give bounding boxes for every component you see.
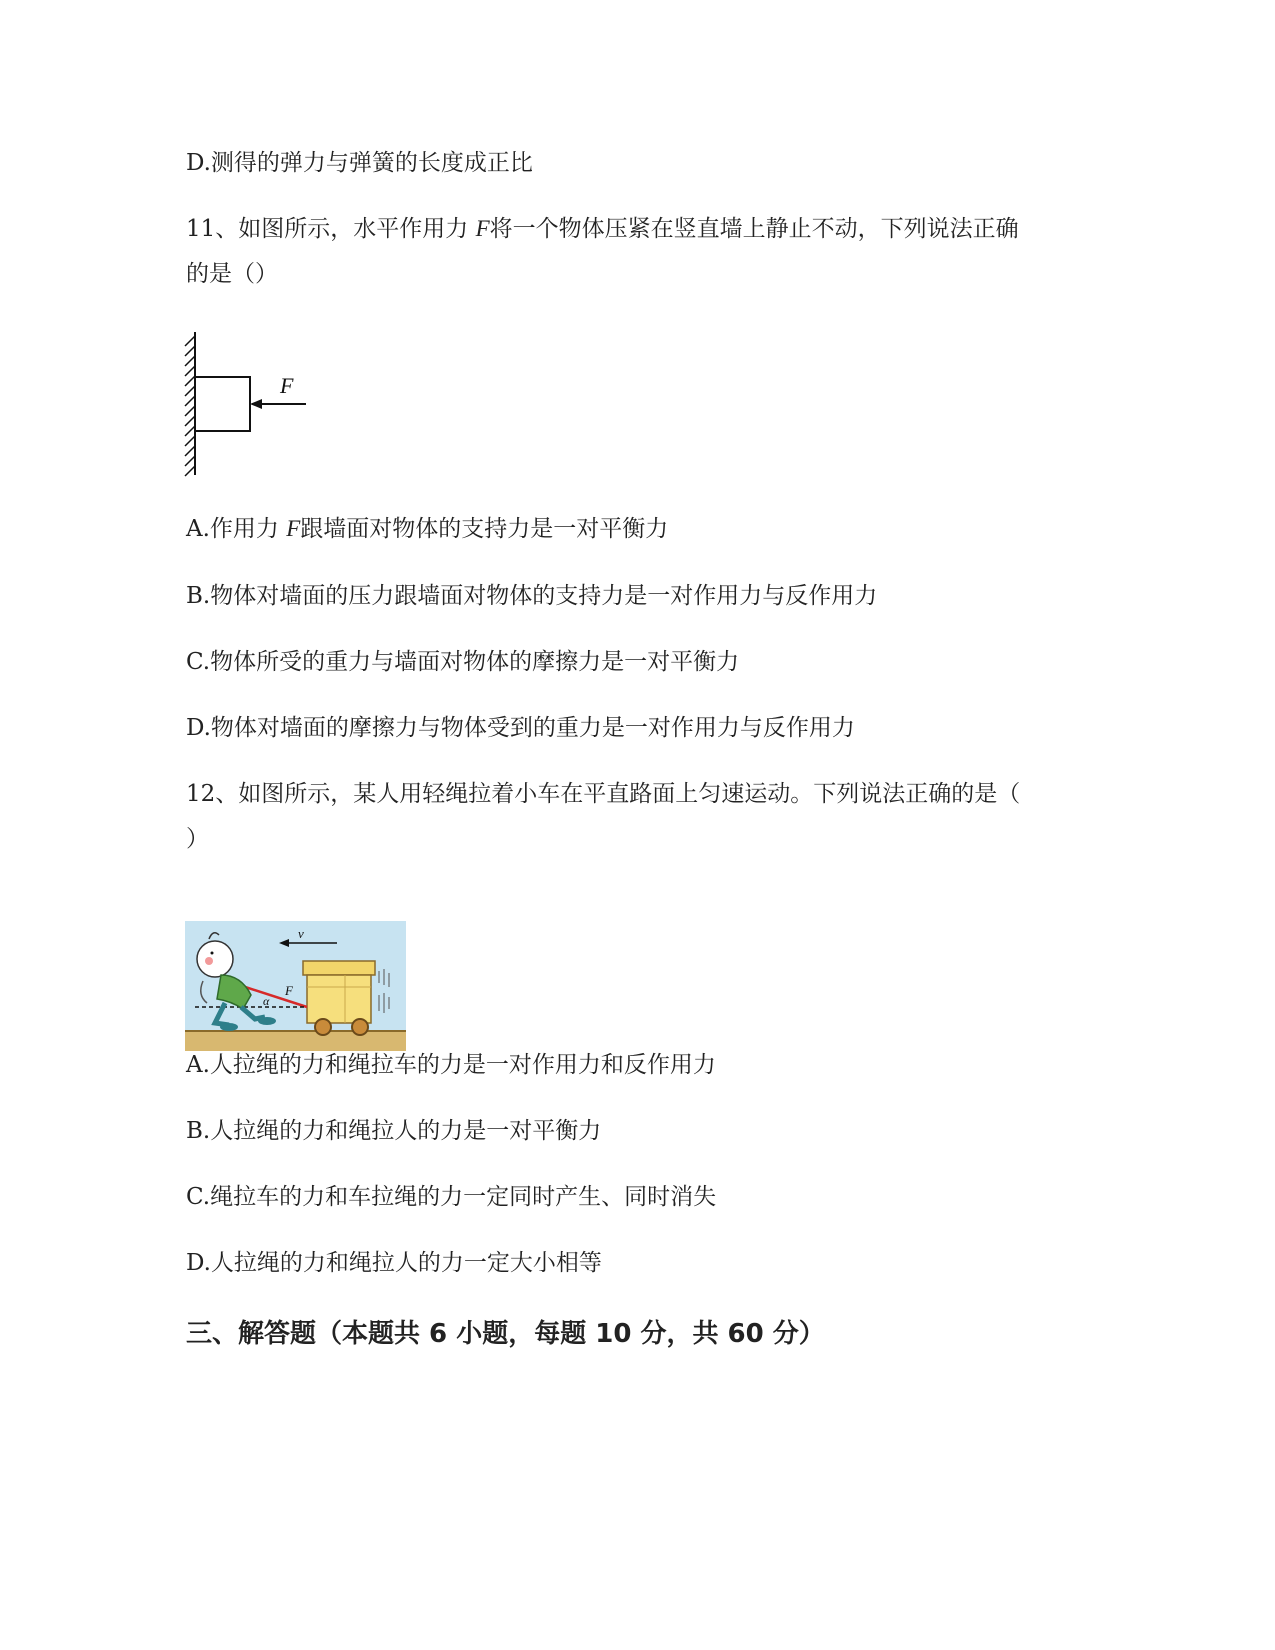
q12-figure-person-cart (185, 921, 406, 1051)
q11-option-a-var: F (286, 516, 301, 541)
q12-angle-label: α (263, 994, 270, 1008)
q11-option-a (186, 513, 668, 545)
q11-option-b: B.物体对墙面的压力跟墙面对物体的支持力是一对作用力与反作用力 (186, 583, 878, 609)
prev-option-d: D.测得的弹力与弹簧的长度成正比 (186, 150, 533, 176)
force-arrow-head (250, 399, 262, 409)
q11-force-label: F (280, 373, 294, 398)
block (195, 377, 250, 431)
q12-velocity-label: v (298, 926, 304, 941)
wall-hatching (185, 336, 195, 476)
q11-stem-pre: 11、如图所示，水平作用力 (186, 216, 476, 242)
q11-stem-var: F (475, 216, 490, 241)
q12-option-c: C.绳拉车的力和车拉绳的力一定同时产生、同时消失 (186, 1184, 717, 1210)
ground (185, 1031, 406, 1051)
section3-heading: 三、解答题（本题共 6 小题，每题 10 分，共 60 分） (186, 1319, 825, 1349)
cart-wheel (352, 1019, 368, 1035)
q11-figure-wall-block (180, 330, 320, 480)
q12-force-label: F (285, 983, 293, 998)
q11-option-a-post: 跟墙面对物体的支持力是一对平衡力 (300, 516, 669, 542)
q12-stem-line1: 12、如图所示，某人用轻绳拉着小车在平直路面上匀速运动。下列说法正确的是（ (186, 781, 1021, 807)
cart-wheel (315, 1019, 331, 1035)
q11-stem-post: 将一个物体压紧在竖直墙上静止不动，下列说法正确 (489, 216, 1019, 242)
q11-stem-line1 (186, 213, 1019, 245)
q11-option-d: D.物体对墙面的摩擦力与物体受到的重力是一对作用力与反作用力 (186, 715, 855, 741)
q12-stem-line2: ） (186, 826, 209, 852)
q11-option-c: C.物体所受的重力与墙面对物体的摩擦力是一对平衡力 (186, 649, 740, 675)
q12-option-d: D.人拉绳的力和绳拉人的力一定大小相等 (186, 1250, 602, 1276)
q12-option-a: A.人拉绳的力和绳拉车的力是一对作用力和反作用力 (186, 1052, 716, 1078)
q12-option-b: B.人拉绳的力和绳拉人的力是一对平衡力 (186, 1118, 602, 1144)
q11-stem-line2: 的是（） (186, 261, 278, 287)
q11-option-a-pre: A.作用力 (186, 516, 287, 542)
